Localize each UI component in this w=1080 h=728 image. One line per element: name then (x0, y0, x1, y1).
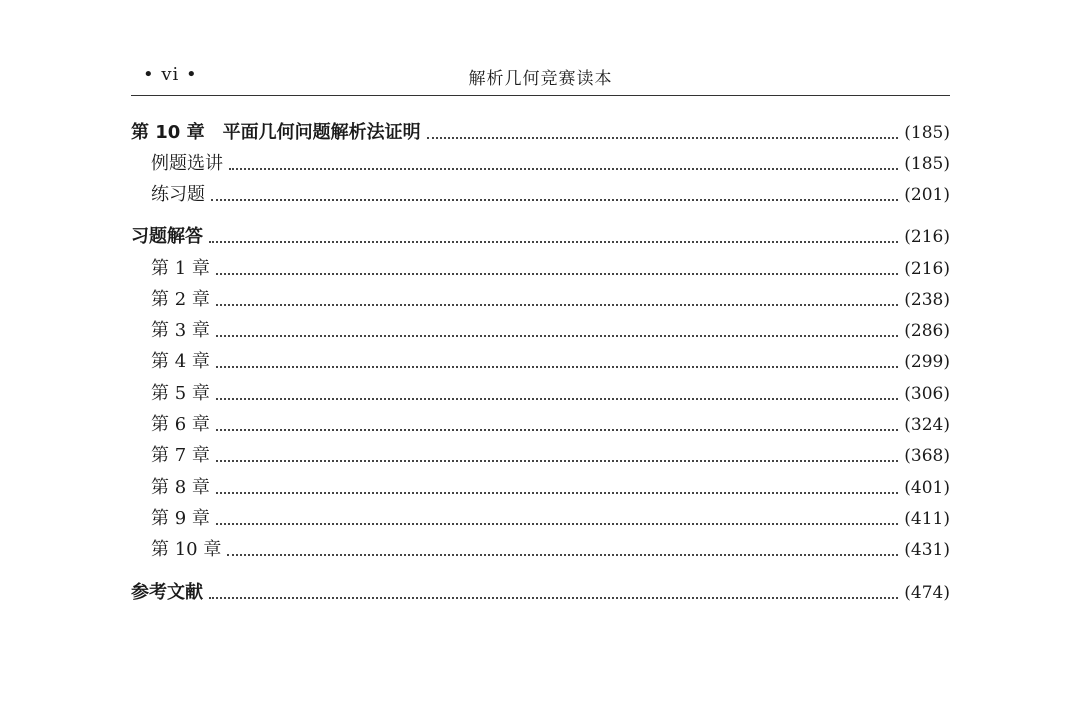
toc-entry-page: (474) (904, 583, 950, 603)
toc-entry-page: (431) (904, 540, 950, 560)
toc-entry-references (131, 578, 950, 604)
dot-leader (216, 460, 898, 462)
dot-leader (209, 597, 898, 599)
toc-entry-title: 参考文献 (131, 582, 203, 603)
dot-leader (216, 398, 898, 400)
toc-entry-page: (411) (904, 509, 950, 529)
toc-entry-page: (201) (904, 185, 950, 205)
header-book-title: 解析几何竞赛读本 (468, 69, 613, 89)
toc-entry-answers-ch1 (131, 254, 950, 280)
header-page-number: • vi • (143, 64, 198, 85)
toc-entry-title: 第 7 章 (151, 445, 210, 466)
dot-leader (216, 492, 898, 494)
dot-leader (211, 199, 898, 201)
toc-entry-page: (401) (904, 478, 950, 498)
toc-entry-title: 第 6 章 (151, 414, 210, 435)
toc-entry-page: (185) (904, 154, 950, 174)
dot-leader (427, 137, 899, 139)
toc-entry-answers-ch4 (131, 347, 950, 373)
toc-entry-answers-ch6 (131, 410, 950, 436)
dot-leader (216, 304, 898, 306)
toc-entry-title: 第 10 章 (151, 539, 222, 560)
toc-entry-page: (185) (904, 123, 950, 143)
dot-leader (229, 168, 898, 170)
toc-entry-page: (306) (904, 384, 950, 404)
toc-entry-answers-ch3 (131, 316, 950, 342)
dot-leader (216, 273, 898, 275)
toc-entry-page: (238) (904, 290, 950, 310)
toc-entry-title: 第 10 章 平面几何问题解析法证明 (131, 122, 421, 143)
toc-entry-title: 第 8 章 (151, 477, 210, 498)
dot-leader (216, 335, 898, 337)
toc-entry-title: 练习题 (151, 184, 205, 205)
toc-entry-page: (216) (904, 227, 950, 247)
toc-entry-answers (131, 222, 950, 248)
toc-entry-title: 第 2 章 (151, 289, 210, 310)
toc-entry-title: 第 3 章 (151, 320, 210, 341)
toc-entry-answers-ch7 (131, 441, 950, 467)
dot-leader (227, 554, 898, 556)
toc-entry-chapter-10 (131, 118, 950, 144)
toc-entry-title: 第 5 章 (151, 383, 210, 404)
toc-entry-page: (299) (904, 352, 950, 372)
toc-entry-answers-ch5 (131, 379, 950, 405)
toc-entry-title: 第 9 章 (151, 508, 210, 529)
toc-entry-answers-ch2 (131, 285, 950, 311)
toc-entry-page: (286) (904, 321, 950, 341)
toc-entry-title: 例题选讲 (151, 153, 223, 174)
toc-entry-examples (131, 149, 950, 175)
toc-entry-title: 第 4 章 (151, 351, 210, 372)
dot-leader (216, 366, 898, 368)
toc-entry-answers-ch9 (131, 504, 950, 530)
toc-entry-answers-ch8 (131, 473, 950, 499)
toc-entry-title: 第 1 章 (151, 258, 210, 279)
running-header (131, 62, 950, 90)
toc-entry-exercises (131, 180, 950, 206)
header-rule (131, 95, 950, 96)
toc-entry-page: (324) (904, 415, 950, 435)
toc-entry-answers-ch10 (131, 535, 950, 561)
toc-entry-page: (216) (904, 259, 950, 279)
dot-leader (209, 241, 898, 243)
dot-leader (216, 429, 898, 431)
dot-leader (216, 523, 898, 525)
toc-entry-title: 习题解答 (131, 226, 203, 247)
toc-entry-page: (368) (904, 446, 950, 466)
